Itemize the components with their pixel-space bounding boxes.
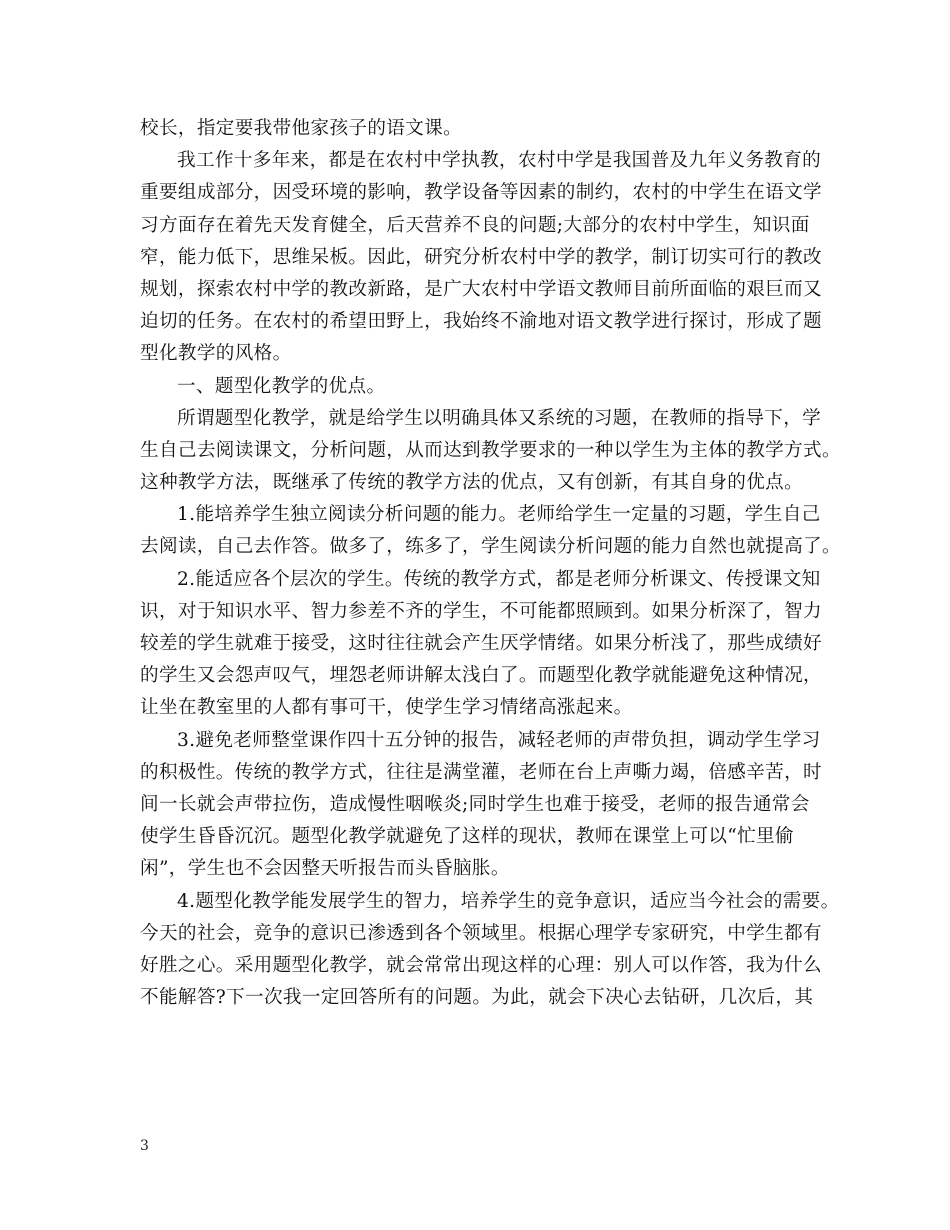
text-line: 识，对于知识水平、智力参差不齐的学生，不可能都照顾到。如果分析深了，智力	[140, 600, 822, 622]
text-line: 我工作十多年来，都是在农村中学执教，农村中学是我国普及九年义务教育的	[177, 150, 822, 172]
text-line: 1.能培养学生独立阅读分析问题的能力。老师给学生一定量的习题，学生自己	[177, 504, 821, 526]
page-number: 3	[140, 1138, 149, 1154]
section-heading: 一、题型化教学的优点。	[177, 375, 386, 397]
text-line: 所谓题型化教学，就是给学生以明确具体又系统的习题，在教师的指导下，学	[177, 407, 822, 429]
text-line: 规划，探索农村中学的教改新路，是广大农村中学语文教师目前所面临的艰巨而又	[140, 278, 822, 300]
text-line: 好胜之心。采用题型化教学，就会常常出现这样的心理：别人可以作答，我为什么	[140, 954, 822, 976]
text-line: 校长，指定要我带他家孩子的语文课。	[140, 118, 463, 139]
body-text	[140, 113, 841, 1014]
text-line: 今天的社会，竞争的意识已渗透到各个领域里。根据心理学专家研究，中学生都有	[140, 922, 822, 944]
text-line: 3.避免老师整堂课作四十五分钟的报告，减轻老师的声带负担，调动学生学习	[177, 729, 821, 751]
text-line: 窄，能力低下，思维呆板。因此，研究分析农村中学的教学，制订切实可行的教改	[140, 246, 822, 268]
text-line: 2.能适应各个层次的学生。传统的教学方式，都是老师分析课文、传授课文知	[177, 568, 821, 590]
text-line: 间一长就会声带拉伤，造成慢性咽喉炎;同时学生也难于接受，老师的报告通常会	[140, 793, 810, 815]
text-line: 习方面存在着先天发育健全，后天营养不良的问题;大部分的农村中学生，知识面	[140, 214, 810, 236]
text-line: 去阅读，自己去作答。做多了，练多了，学生阅读分析问题的能力自然也就提高了。	[140, 536, 841, 558]
text-line: 的积极性。传统的教学方式，往往是满堂灌，老师在台上声嘶力竭，倍感辛苦，时	[140, 761, 822, 783]
text-line: 较差的学生就难于接受，这时往往就会产生厌学情绪。如果分析浅了，那些成绩好	[140, 633, 822, 654]
text-line: 不能解答?下一次我一定回答所有的问题。为此，就会下决心去钻研，几次后，其	[140, 987, 814, 1009]
text-line: 重要组成部分，因受环境的影响，教学设备等因素的制约，农村的中学生在语文学	[140, 182, 822, 204]
text-line: 让坐在教室里的人都有事可干，使学生学习情绪高涨起来。	[140, 697, 633, 719]
text-line: 生自己去阅读课文，分析问题，从而达到教学要求的一种以学生为主体的教学方式。	[140, 439, 841, 461]
text-line: 闲”，学生也不会因整天听报告而头昏脑胀。	[140, 858, 510, 880]
text-line: 型化教学的风格。	[140, 343, 292, 365]
text-line: 这种教学方法，既继承了传统的教学方法的优点，又有创新，有其自身的优点。	[140, 472, 804, 494]
text-line: 4.题型化教学能发展学生的智力，培养学生的竞争意识，适应当今社会的需要。	[177, 890, 840, 912]
text-line: 使学生昏昏沉沉。题型化教学就避免了这样的现状，教师在课堂上可以“忙里偷	[140, 826, 794, 848]
text-line: 的学生又会怨声叹气，埋怨老师讲解太浅白了。而题型化教学就能避免这种情况，	[140, 665, 822, 687]
text-line: 迫切的任务。在农村的希望田野上，我始终不渝地对语文教学进行探讨，形成了题	[140, 311, 822, 333]
